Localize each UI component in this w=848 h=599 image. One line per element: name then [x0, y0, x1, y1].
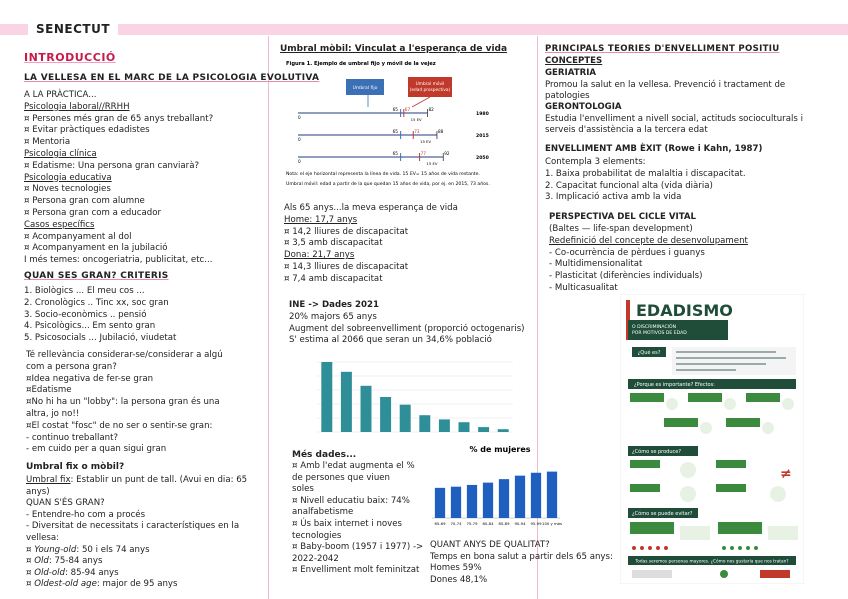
criteria-line: 2. Cronològics .. Tinc xx, soc gran — [24, 297, 169, 308]
practice-line: ¤ Evitar pràctiques edadistes — [24, 125, 150, 136]
mobile-age-label: 77 — [420, 151, 426, 156]
theories-title: PRINCIPALS TEORIES D'ENVELLIMENT POSITIU — [545, 44, 780, 54]
pop-bar — [478, 427, 489, 432]
success-aging-list — [545, 157, 746, 204]
relevance-line: Té rellevància considerar-se/considerar a algú — [26, 350, 223, 360]
poster-subtitle-band — [628, 320, 728, 340]
year-label: 2015 — [476, 134, 489, 139]
end-age-label: 82 — [428, 107, 434, 112]
relevance-line: altra, jo no!! — [26, 408, 80, 419]
year-label: 2050 — [476, 156, 489, 161]
when-title: QUAN SES GRAN? CRITERIS — [24, 271, 169, 281]
pop-bar — [361, 386, 372, 432]
theories-title-block — [545, 44, 780, 67]
more-data-line: ¤ Baby-boom (1957 i 1977) -> — [292, 542, 424, 553]
relevance-line: com a persona gran? — [26, 361, 117, 372]
poster-footer: Todas seremos personas mayores. ¿Cómo nos gustaría que nos tratan? — [635, 559, 789, 565]
more-data-line: soles — [292, 484, 314, 495]
mobile-threshold-label: Umbral móvil (edad prospectiva) — [409, 82, 451, 93]
axis-zero-label: 0 — [298, 159, 301, 164]
more-data-line: 2022-2042 — [292, 553, 339, 564]
relevance-line: ¤Idea negativa de fer-se gran — [26, 373, 154, 384]
life-cycle-line: - Multicasualitat — [549, 282, 618, 293]
quality-line: Homes 59% — [430, 563, 482, 574]
relevance-line: - em cuido per a quan sigui gran — [26, 444, 167, 455]
women-tick-label: 70-74 — [450, 521, 462, 526]
women-chart-title: % de mujeres — [469, 445, 531, 454]
mobile-title: Umbral mòbil: Vinculat a l'esperança de vida — [280, 44, 508, 54]
criteria-line: 3. Socio-econòmics .. pensió — [24, 309, 147, 320]
mobile-title-block — [280, 44, 507, 56]
practice-line: A LA PRÀCTICA... — [24, 90, 97, 100]
women-tick-label: 80-84 — [482, 521, 494, 526]
threshold-line: ¤ Old-old: 85-94 anys — [26, 567, 119, 578]
practice-list — [24, 90, 213, 267]
threshold-line: - Entendre-ho com a procés — [26, 509, 146, 520]
concepts-label: CONCEPTES — [545, 55, 603, 66]
ine-line: Augment del sobreenvelliment (proporció octogenaris) — [289, 323, 525, 334]
how-produced-label: ¿Cómo se produce? — [632, 449, 681, 455]
relevance-line: ¤No hi ha un "lobby": la persona gran és una — [26, 397, 220, 408]
population-bar-chart — [291, 350, 521, 442]
pop-bar — [321, 362, 332, 432]
success-aging-line: 3. Implicació activa amb la vida — [545, 192, 682, 203]
more-data-title-block — [292, 450, 356, 462]
relevance-line: ¤Edatisme — [26, 385, 72, 396]
page-title: SENECTUT — [28, 22, 118, 36]
life-cycle-line: - Multidimensionalitat — [549, 259, 643, 270]
life-cycle-line: - Co-ocurrència de pèrdues i guanys — [549, 247, 705, 258]
axis-zero-label: 0 — [298, 115, 301, 120]
svg-text:≠: ≠ — [780, 466, 792, 482]
why-important-label: ¿Porque es importante? Efectos: — [634, 382, 715, 388]
mobile-age-label: 67 — [404, 107, 411, 112]
threshold-line: ¤ Young-old: 50 i els 74 anys — [26, 544, 150, 555]
threshold-line: - Diversitat de necessitats i característiques en la — [26, 521, 240, 532]
women-tick-label: 95-99 — [530, 521, 542, 526]
women-bar — [515, 476, 525, 518]
relevance-line: ¤El costat "fosc" de no ser o sentir-se gran: — [26, 420, 213, 431]
life-cycle-line: (Baltes — life-span development) — [549, 224, 693, 234]
what-is-label: ¿Qué es? — [637, 350, 661, 356]
how-avoid-label: ¿Cómo se puede evitar? — [632, 511, 693, 517]
intro-subtitle-block — [24, 73, 319, 85]
success-aging-title: ENVELLIMENT AMB ÈXIT (Rowe i Kahn, 1987) — [545, 144, 763, 154]
threshold-line: QUAN S'ÉS GRAN? — [26, 498, 105, 509]
gerontologia-block — [545, 102, 803, 137]
life-cycle-block — [549, 212, 696, 224]
quality-years-list — [430, 540, 613, 586]
threshold-title-block — [26, 462, 124, 474]
practice-line: ¤ Acompanyament al dol — [24, 231, 132, 242]
success-aging-line: 1. Baixa probabilitat de malaltia i discapacitat. — [545, 168, 746, 179]
more-data-line: ¤ Envelliment molt feminitzat — [292, 565, 420, 576]
practice-line: ¤ Noves tecnologies — [24, 184, 111, 195]
practice-line: ¤ Persones més gran de 65 anys treballant? — [24, 113, 214, 124]
poster-title: EDADISMO — [636, 301, 733, 320]
practice-line: Casos específics — [24, 219, 95, 230]
threshold-line: anys) — [26, 486, 50, 497]
when-title-block — [24, 271, 169, 283]
ine-line: 20% majors 65 anys — [289, 311, 377, 322]
header-band — [0, 24, 848, 35]
ev-label: 15 EV — [426, 161, 438, 166]
life-expectancy-line: ¤ 14,3 lliures de discapacitat — [284, 261, 409, 272]
mobile-threshold-arrow — [412, 97, 430, 107]
pop-bar — [341, 372, 352, 432]
women-bar — [547, 472, 557, 518]
ine-line: S' estima al 2066 que seran un 34,6% població — [289, 335, 492, 346]
relevance-line: - continuo treballant? — [26, 432, 119, 443]
life-expectancy-line: ¤ 14,2 lliures de discapacitat — [284, 226, 409, 237]
life-expectancy-line: Dona: 21,7 anys — [284, 250, 355, 261]
women-tick-label: 90-94 — [514, 521, 526, 526]
women-bar — [531, 473, 541, 518]
criteria-line: 1. Biològics ... El meu cos ... — [24, 286, 145, 296]
ev-label: 15 EV — [420, 139, 432, 144]
women-bar — [483, 483, 493, 518]
success-aging-line: 2. Capacitat funcional alta (vida diària) — [545, 180, 713, 191]
more-data-title: Més dades... — [292, 450, 357, 460]
geriatria-line-1: Promou la salut en la vellesa. Prevenció i tractament de — [545, 79, 786, 90]
practice-line: I més temes: oncogeriatria, publicitat, etc... — [24, 255, 213, 266]
pop-bar — [498, 429, 509, 432]
life-cycle-line: Redefinició del concepte de desenvolupament — [549, 235, 748, 246]
figure-note-2: Umbral móvil: edad a partir de la que quedan 15 años de vida, por ej. en 2015, 73 años. — [286, 182, 490, 187]
life-expectancy-line: ¤ 7,4 amb discapacitat — [284, 273, 383, 284]
women-percent-chart — [424, 442, 572, 534]
gerontologia-title: GERONTOLOGIA — [545, 102, 622, 112]
women-bar — [467, 485, 477, 518]
ine-data-list — [289, 300, 525, 347]
intro-section — [24, 52, 116, 64]
life-expectancy-list — [284, 203, 458, 286]
more-data-line: ¤ Ús baix internet i noves — [292, 518, 403, 529]
pop-bar — [400, 405, 411, 432]
end-age-label: 88 — [437, 129, 444, 134]
more-data-line: ¤ Amb l'edat augmenta el % — [292, 461, 415, 471]
relevance-list — [26, 350, 223, 456]
women-tick-label: 100 y más — [542, 521, 562, 526]
practice-line: Psicologia clínica — [24, 148, 97, 159]
threshold-line: vellesa: — [26, 532, 60, 543]
practice-line: Psicologia laboral//RRHH — [24, 101, 130, 112]
end-age-label: 92 — [444, 151, 450, 156]
success-aging-line: Contempla 3 elements: — [545, 157, 646, 167]
women-bar — [451, 487, 461, 518]
practice-line: ¤ Persona gran com alumne — [24, 196, 145, 207]
fixed-age-label: 65 — [392, 151, 398, 156]
women-tick-label: 65-69 — [434, 521, 446, 526]
success-aging-block — [545, 144, 762, 156]
edadismo-poster — [620, 294, 804, 584]
pop-bar — [439, 419, 450, 432]
life-expectancy-line: Home: 17,7 anys — [284, 214, 358, 225]
pop-bar — [419, 415, 430, 432]
intro-subtitle: LA VELLESA EN EL MARC DE LA PSICOLOGIA EVOLUTIVA — [24, 73, 320, 83]
practice-line: ¤ Edatisme: Una persona gran canviarà? — [24, 160, 200, 171]
fixed-age-label: 65 — [392, 129, 398, 134]
figure-note-1: Nota: el eje horizontal representa la línea de vida. 15 EV= 15 años de vida restante. — [286, 172, 480, 177]
life-cycle-line: - Plasticitat (diferències individuals) — [549, 271, 703, 282]
gerontologia-line-1: Estudia l'envelliment a nivell social, actituds socioculturals i — [545, 113, 803, 124]
pop-bar — [459, 422, 470, 432]
figure-caption: Figura 1. Ejemplo de umbral fijo y móvil de la vejez — [286, 61, 436, 67]
threshold-line: ¤ Old: 75-84 anys — [26, 556, 103, 567]
quality-line: QUANT ANYS DE QUALITAT? — [430, 540, 550, 550]
more-data-line: analfabetisme — [292, 507, 354, 518]
intro-title: INTRODUCCIÓ — [24, 51, 116, 64]
ine-line: INE -> Dades 2021 — [289, 300, 379, 310]
mobile-age-label: 73 — [414, 129, 420, 134]
practice-line: ¤ Acompanyament en la jubilació — [24, 243, 168, 254]
quality-line: Temps en bona salut a partir dels 65 anys: — [430, 551, 613, 562]
more-data-line: ¤ Nivell educatiu baix: 74% — [292, 495, 410, 506]
poster-subtitle: O DISCRIMINACIÓN POR MOTIVOS DE EDAD — [632, 325, 687, 336]
column-divider — [268, 36, 269, 599]
geriatria-title: GERIATRIA — [545, 68, 597, 78]
women-tick-label: 85-89 — [498, 521, 510, 526]
threshold-line: Umbral fix: Establir un punt de tall. (Avui en dia: 65 — [26, 475, 248, 485]
pop-bar — [380, 397, 391, 432]
women-bar — [499, 479, 509, 518]
life-cycle-title: PERSPECTIVA DEL CICLE VITAL — [549, 212, 697, 222]
geriatria-line-2: patologies — [545, 91, 590, 102]
year-label: 1980 — [476, 112, 489, 117]
ev-label: 15 EV — [410, 117, 422, 122]
fixed-threshold-label: Umbral fijo — [352, 86, 378, 91]
threshold-line: ¤ Oldest-old age: major de 95 anys — [26, 579, 178, 590]
criteria-list — [24, 286, 176, 345]
life-expectancy-line: Als 65 anys...la meva esperança de vida — [284, 203, 458, 213]
geriatria-block — [545, 68, 785, 103]
criteria-line: 4. Psicològics... Em sento gran — [24, 321, 156, 332]
axis-zero-label: 0 — [298, 137, 301, 142]
mobile-threshold-box — [408, 77, 452, 97]
practice-line: ¤ Mentoria — [24, 137, 71, 148]
threshold-list — [26, 475, 247, 591]
threshold-title: Umbral fix o mòbil? — [26, 462, 125, 472]
quality-line: Dones 48,1% — [430, 574, 488, 585]
life-expectancy-line: ¤ 3,5 amb discapacitat — [284, 238, 383, 249]
more-data-line: de persones que viuen — [292, 472, 391, 483]
practice-line: ¤ Persona gran com a educador — [24, 207, 162, 218]
life-cycle-list — [549, 224, 748, 295]
threshold-figure — [280, 57, 504, 197]
practice-line: Psicologia educativa — [24, 172, 112, 183]
more-data-line: tecnologies — [292, 530, 342, 541]
more-data-list — [292, 461, 423, 577]
fixed-age-label: 65 — [392, 107, 398, 112]
women-tick-label: 75-79 — [466, 521, 478, 526]
women-bar — [435, 488, 445, 518]
criteria-line: 5. Psicosocials ... Jubilació, viudetat — [24, 333, 177, 344]
gerontologia-line-2: serveis d'assistència a la tercera edat — [545, 125, 708, 136]
